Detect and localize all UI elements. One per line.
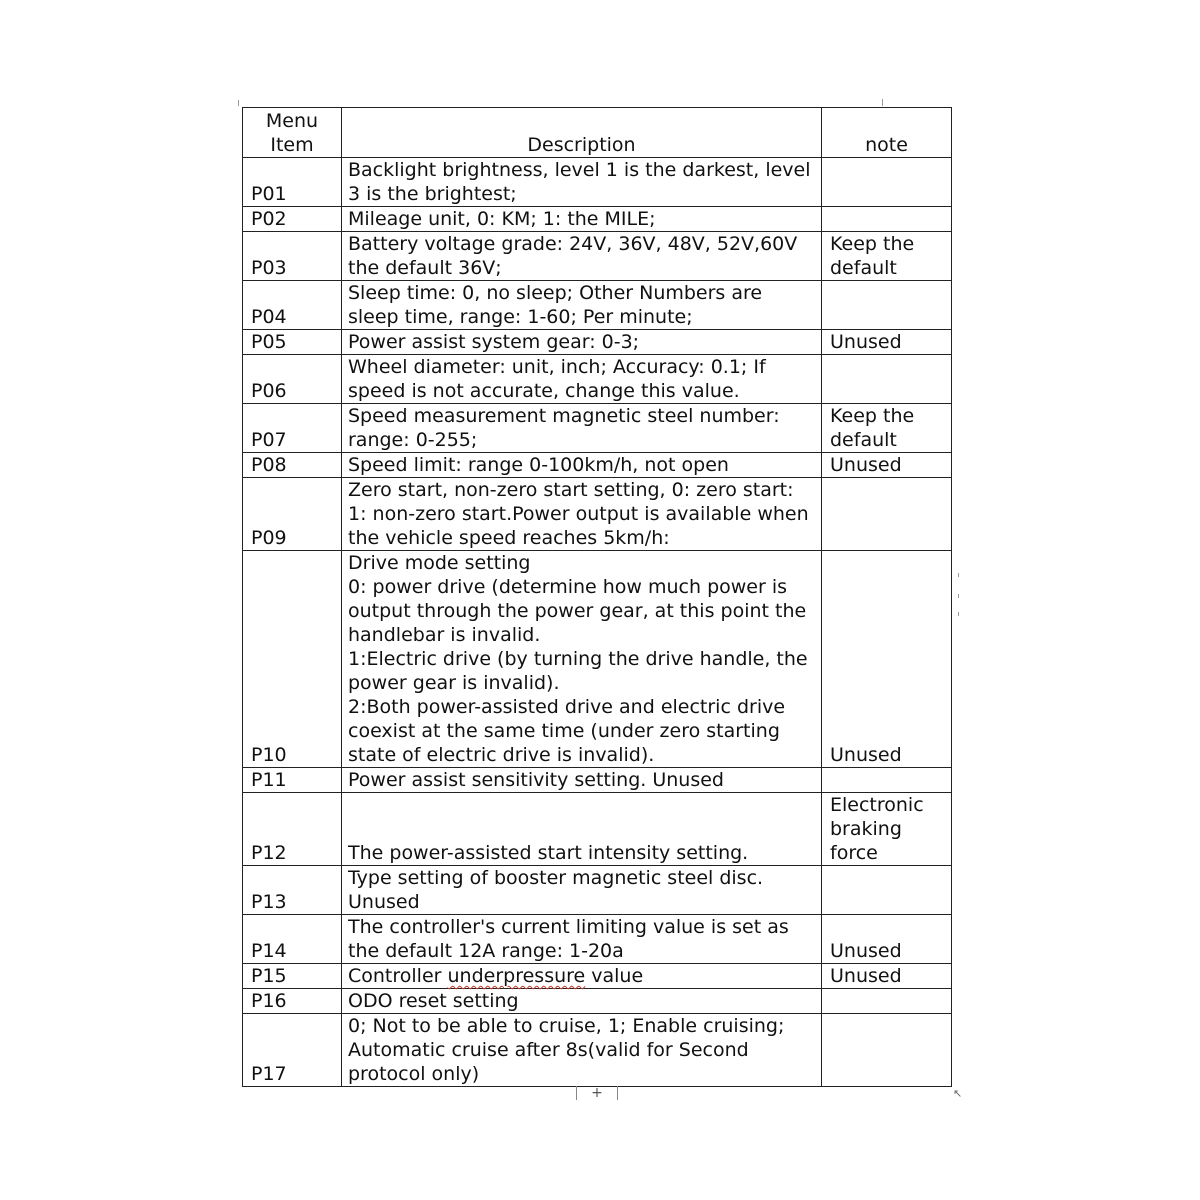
menu-item-cell: P05 (243, 330, 342, 355)
menu-item-cell: P10 (243, 551, 342, 768)
note-cell (822, 207, 952, 232)
menu-item-cell: P01 (243, 158, 342, 207)
note-cell (822, 866, 952, 915)
note-cell (822, 478, 952, 551)
table-row (243, 207, 952, 232)
description-cell: Wheel diameter: unit, inch; Accuracy: 0.1; If speed is not accurate, change this value. (342, 355, 822, 404)
description-cell: Speed limit: range 0-100km/h, not open (342, 453, 822, 478)
note-cell: Unused (822, 551, 952, 768)
table-row (243, 232, 952, 281)
description-cell: Sleep time: 0, no sleep; Other Numbers are sleep time, range: 1-60; Per minute; (342, 281, 822, 330)
menu-item-cell: P17 (243, 1014, 342, 1087)
description-cell: The controller's current limiting value is set as the default 12A range: 1-20a (342, 915, 822, 964)
table-row (243, 915, 952, 964)
header-description: Description (342, 108, 822, 158)
page-corner-mark (882, 99, 883, 106)
description-cell: 0; Not to be able to cruise, 1; Enable cruising; Automatic cruise after 8s(valid for Second protocol only) (342, 1014, 822, 1087)
menu-item-cell: P13 (243, 866, 342, 915)
note-cell: Unused (822, 453, 952, 478)
header-menu-item: Menu Item (243, 108, 342, 158)
table-row (243, 404, 952, 453)
menu-item-cell: P02 (243, 207, 342, 232)
note-cell (822, 281, 952, 330)
ruler-tick (958, 612, 959, 616)
table-row (243, 355, 952, 404)
note-cell (822, 768, 952, 793)
note-cell (822, 355, 952, 404)
table-row (243, 551, 952, 768)
description-cell: Power assist system gear: 0-3; (342, 330, 822, 355)
description-cell: The power-assisted start intensity setting. (342, 793, 822, 866)
description-cell: ODO reset setting (342, 989, 822, 1014)
table-row (243, 453, 952, 478)
table-row (243, 866, 952, 915)
note-cell (822, 989, 952, 1014)
table-row (243, 330, 952, 355)
menu-item-cell: P08 (243, 453, 342, 478)
menu-item-cell: P11 (243, 768, 342, 793)
description-cell: Backlight brightness, level 1 is the darkest, level 3 is the brightest; (342, 158, 822, 207)
note-cell: Keep the default (822, 232, 952, 281)
menu-item-cell: P12 (243, 793, 342, 866)
menu-item-cell: P04 (243, 281, 342, 330)
menu-item-cell: P06 (243, 355, 342, 404)
table-row (243, 793, 952, 866)
ruler-tick (958, 573, 959, 577)
description-cell: Power assist sensitivity setting. Unused (342, 768, 822, 793)
note-cell: Unused (822, 915, 952, 964)
description-cell: Zero start, non-zero start setting, 0: zero start: 1: non-zero start.Power output is available when the vehicle speed reaches 5km/h: (342, 478, 822, 551)
table-row (243, 158, 952, 207)
description-cell: Speed measurement magnetic steel number: range: 0-255; (342, 404, 822, 453)
menu-item-cell: P14 (243, 915, 342, 964)
menu-item-cell: P16 (243, 989, 342, 1014)
table-row (243, 281, 952, 330)
spellcheck-word: underpressure (447, 965, 586, 987)
menu-item-cell: P15 (243, 964, 342, 989)
note-cell: Electronic braking force (822, 793, 952, 866)
menu-item-cell: P09 (243, 478, 342, 551)
description-cell: Controller underpressure value (342, 964, 822, 989)
page-corner-mark (238, 100, 239, 106)
note-cell (822, 158, 952, 207)
description-cell: Type setting of booster magnetic steel disc. Unused (342, 866, 822, 915)
table-row (243, 768, 952, 793)
description-cell: Drive mode setting 0: power drive (determine how much power is output through the power gear, at this point the handlebar is invalid. 1:Electric drive (by turning the drive handle, the power gear is invalid). 2:Both power-assisted drive and electric drive coexist at the same time (under zero starting state of electric drive is invalid). (342, 551, 822, 768)
note-cell: Keep the default (822, 404, 952, 453)
description-cell: Battery voltage grade: 24V, 36V, 48V, 52V,60V the default 36V; (342, 232, 822, 281)
add-row-button[interactable]: + (576, 1086, 618, 1100)
parameter-table (242, 107, 952, 1087)
menu-item-cell: P03 (243, 232, 342, 281)
ruler-tick (958, 594, 959, 598)
table-row (243, 989, 952, 1014)
menu-item-cell: P07 (243, 404, 342, 453)
table-row (243, 478, 952, 551)
table-row (243, 964, 952, 989)
resize-handle-icon[interactable]: ↖ (953, 1087, 963, 1100)
note-cell (822, 1014, 952, 1087)
table-header-row (243, 108, 952, 158)
header-note: note (822, 108, 952, 158)
note-cell: Unused (822, 330, 952, 355)
table-body (243, 158, 952, 1087)
description-cell: Mileage unit, 0: KM; 1: the MILE; (342, 207, 822, 232)
note-cell: Unused (822, 964, 952, 989)
table-row (243, 1014, 952, 1087)
